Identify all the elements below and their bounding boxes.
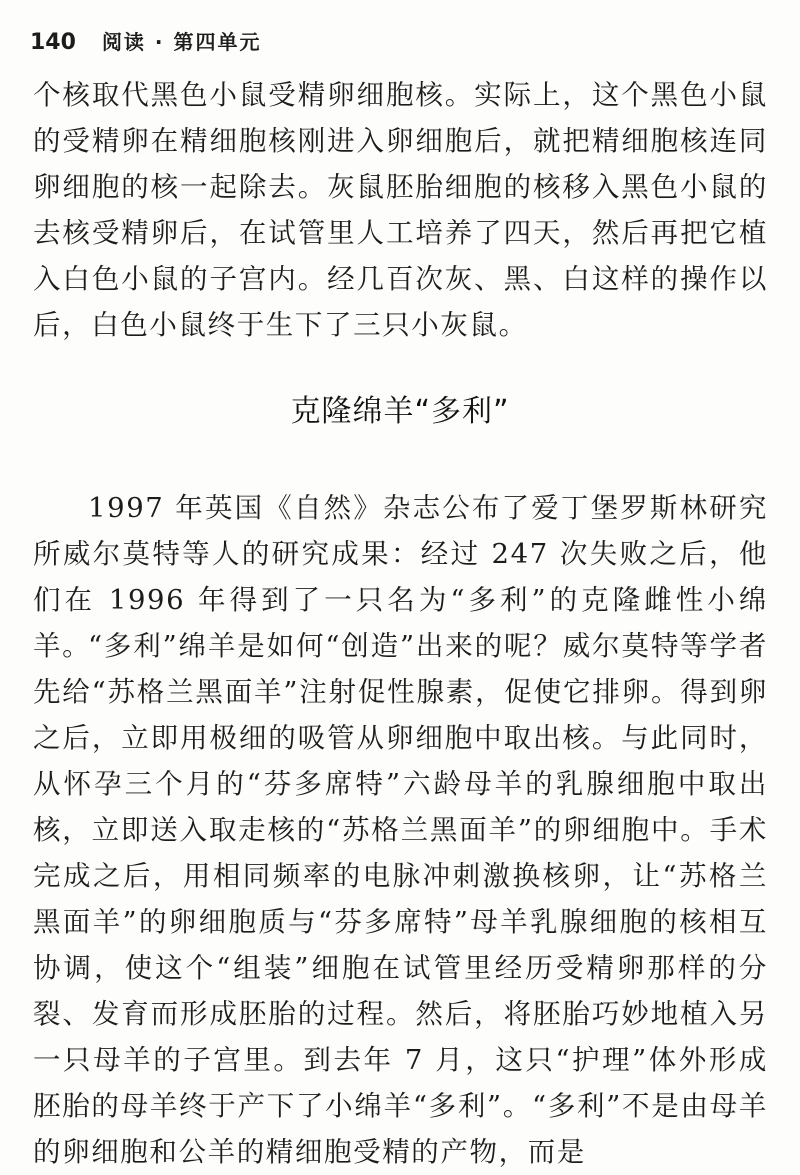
running-head: 阅读 · 第四单元: [101, 30, 262, 54]
continuation-paragraph-block: [33, 72, 768, 348]
intro-paragraph: 1997 年英国《自然》杂志公布了爱丁堡罗斯林研究所威尔莫特等人的研究成果：经过 247 次失败之后，他们在 1996 年得到了一只名为“多利”的克隆雌性小绵羊。: [33, 492, 768, 662]
page-header: [30, 26, 261, 56]
continuation-paragraph: 个核取代黑色小鼠受精卵细胞核。实际上，这个黑色小鼠的受精卵在精细胞核刚进入卵细胞后，就把精细胞核连同卵细胞的核一起除去。灰鼠胚胎细胞的核移入黑色小鼠的去核受精卵后，在试管里人工培养了四天，然后再把它植入白色小鼠的子宫内。经几百次灰、黑、白这样的操作以后，白色小鼠终于生下了三只小灰鼠。: [33, 79, 768, 341]
section-title: 克隆绵羊“多利”: [290, 394, 510, 429]
main-paragraph: “多利”绵羊是如何“创造”出来的呢？威尔莫特等学者先给“苏格兰黑面羊”注射促性腺素，促使它排卵。得到卵之后，立即用极细的吸管从卵细胞中取出核。与此同时，从怀孕三个月的“芬多席特”六龄母羊的乳腺细胞中取出核，立即送入取走核的“苏格兰黑面羊”的卵细胞中。手术完成之后，用相同频率的电脉冲刺激换核卵，让“苏格兰黑面羊”的卵细胞质与“芬多席特”母羊乳腺细胞的核相互协调，使这个“组装”细胞在试管里经历受精卵那样的分裂、发育而形成胚胎的过程。然后，将胚胎巧妙地植入另一只母羊的子宫里。到去年 7 月，这只“护理”体外形成胚胎的母羊终于产下了小绵羊“多利”。“多利”不是由母羊的卵细胞和公羊的精细胞受精的产物，而是: [33, 630, 768, 1168]
main-paragraph-block: [33, 623, 768, 1175]
page-number: 140: [30, 30, 76, 55]
